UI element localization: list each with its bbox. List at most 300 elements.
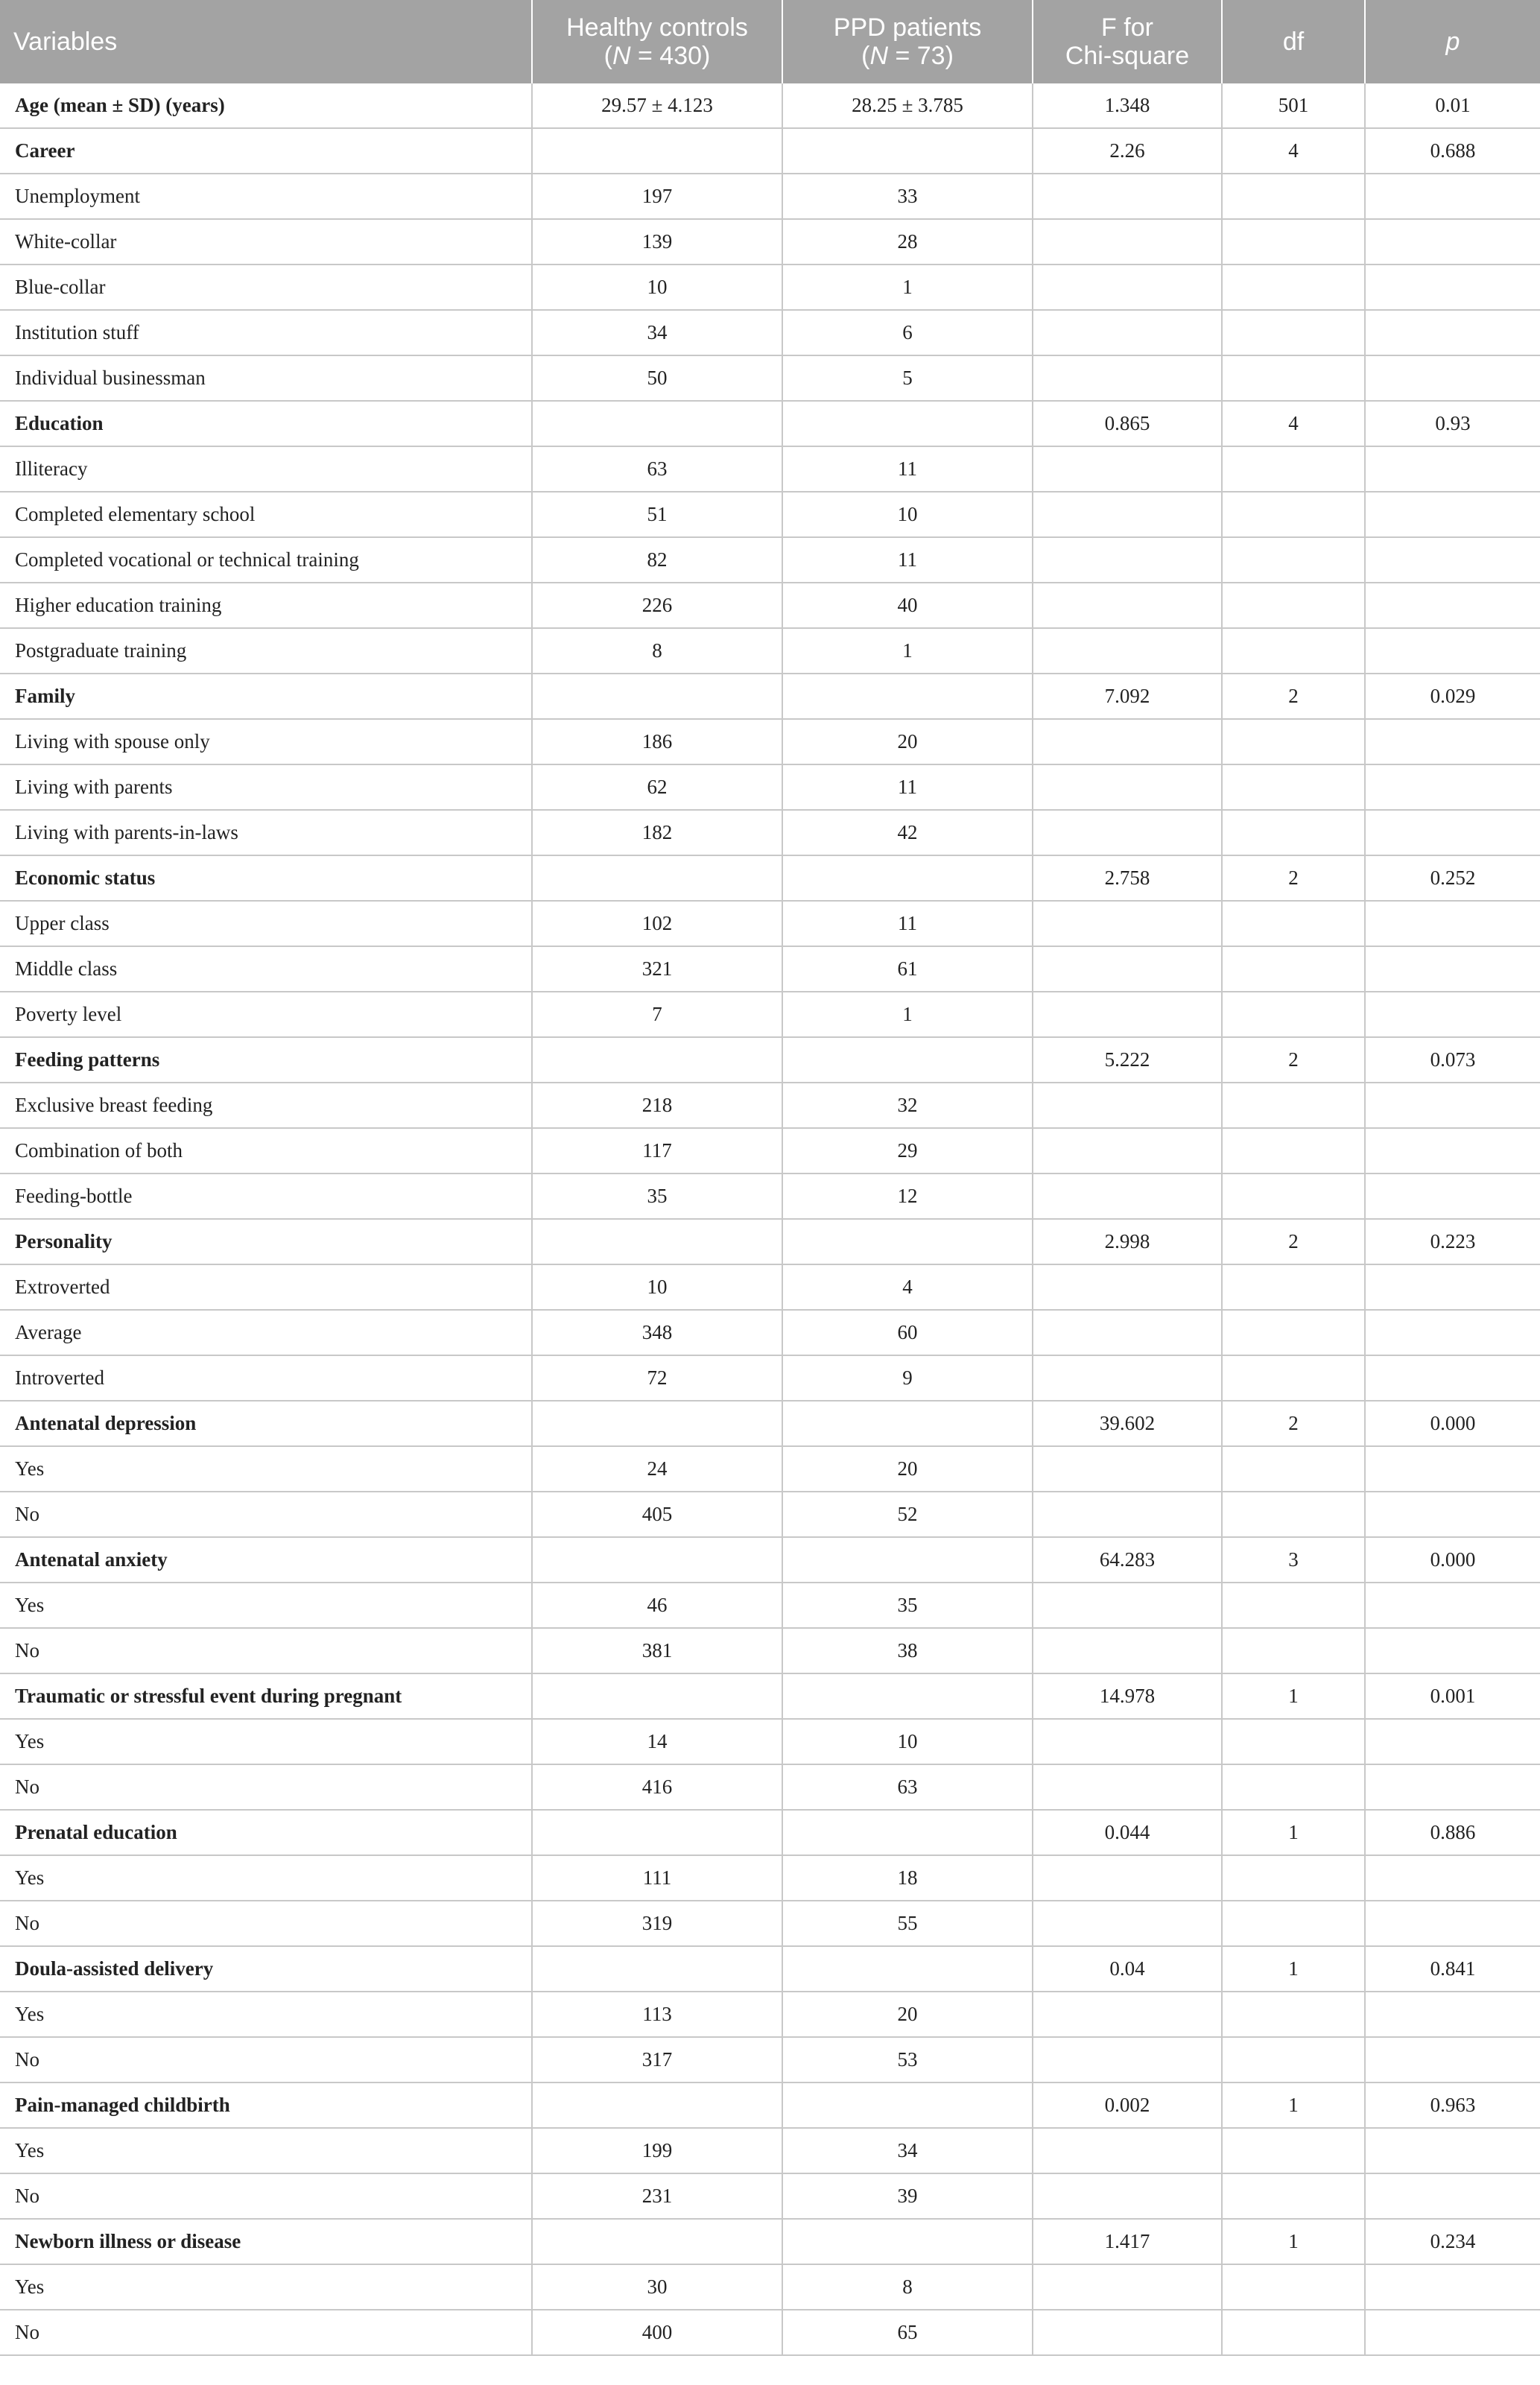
table-row bbox=[0, 446, 1540, 492]
f-chi-square-cell: 2.758 bbox=[1033, 855, 1222, 901]
row-label-cell: Yes bbox=[0, 2128, 532, 2173]
table-row bbox=[0, 2173, 1540, 2219]
ppd-patients-cell bbox=[782, 855, 1033, 901]
row-label-cell: Education bbox=[0, 401, 532, 446]
row-label-cell: Yes bbox=[0, 2264, 532, 2310]
ppd-patients-cell: 65 bbox=[782, 2310, 1033, 2355]
p-value-cell bbox=[1365, 2128, 1540, 2173]
category-row bbox=[0, 83, 1540, 128]
f-chi-square-cell: 64.283 bbox=[1033, 1537, 1222, 1583]
healthy-controls-cell: 10 bbox=[532, 265, 782, 310]
healthy-controls-cell: 400 bbox=[532, 2310, 782, 2355]
healthy-controls-cell bbox=[532, 1810, 782, 1855]
row-label-cell: Living with parents bbox=[0, 764, 532, 810]
healthy-controls-cell bbox=[532, 2082, 782, 2128]
p-value-cell bbox=[1365, 1174, 1540, 1219]
header-ppd-line1: PPD patients bbox=[833, 13, 982, 42]
f-chi-square-cell bbox=[1033, 2264, 1222, 2310]
healthy-controls-cell: 182 bbox=[532, 810, 782, 855]
df-cell bbox=[1222, 537, 1365, 583]
p-value-cell bbox=[1365, 1264, 1540, 1310]
healthy-controls-cell: 62 bbox=[532, 764, 782, 810]
ppd-patients-cell: 5 bbox=[782, 355, 1033, 401]
f-chi-square-cell bbox=[1033, 2128, 1222, 2173]
p-value-cell bbox=[1365, 1628, 1540, 1673]
ppd-patients-cell: 60 bbox=[782, 1310, 1033, 1355]
row-label-cell: Antenatal depression bbox=[0, 1401, 532, 1446]
ppd-patients-cell: 32 bbox=[782, 1083, 1033, 1128]
table-row bbox=[0, 901, 1540, 946]
healthy-controls-cell: 139 bbox=[532, 219, 782, 265]
df-cell: 2 bbox=[1222, 1219, 1365, 1264]
p-value-cell bbox=[1365, 764, 1540, 810]
table-row bbox=[0, 1355, 1540, 1401]
row-label-cell: Career bbox=[0, 128, 532, 174]
table-row bbox=[0, 2037, 1540, 2082]
healthy-controls-cell: 30 bbox=[532, 2264, 782, 2310]
df-cell bbox=[1222, 1901, 1365, 1946]
ppd-patients-cell: 8 bbox=[782, 2264, 1033, 2310]
table-row bbox=[0, 1310, 1540, 1355]
row-label-cell: Living with spouse only bbox=[0, 719, 532, 764]
df-cell bbox=[1222, 355, 1365, 401]
p-value-cell: 0.01 bbox=[1365, 83, 1540, 128]
ppd-patients-cell bbox=[782, 1810, 1033, 1855]
healthy-controls-cell: 317 bbox=[532, 2037, 782, 2082]
healthy-controls-cell: 8 bbox=[532, 628, 782, 674]
f-chi-square-cell bbox=[1033, 1719, 1222, 1764]
healthy-controls-cell: 111 bbox=[532, 1855, 782, 1901]
p-value-cell bbox=[1365, 1492, 1540, 1537]
ppd-patients-cell: 28 bbox=[782, 219, 1033, 265]
ppd-patients-cell bbox=[782, 1673, 1033, 1719]
p-value-cell bbox=[1365, 992, 1540, 1037]
row-label-cell: Family bbox=[0, 674, 532, 719]
p-value-cell: 0.000 bbox=[1365, 1537, 1540, 1583]
p-value-cell bbox=[1365, 174, 1540, 219]
df-cell bbox=[1222, 1628, 1365, 1673]
healthy-controls-cell: 405 bbox=[532, 1492, 782, 1537]
df-cell bbox=[1222, 492, 1365, 537]
p-value-cell bbox=[1365, 2037, 1540, 2082]
p-value-cell bbox=[1365, 901, 1540, 946]
df-cell bbox=[1222, 719, 1365, 764]
df-cell bbox=[1222, 265, 1365, 310]
ppd-patients-cell: 20 bbox=[782, 1446, 1033, 1492]
p-value-cell: 0.029 bbox=[1365, 674, 1540, 719]
table-row bbox=[0, 355, 1540, 401]
healthy-controls-cell: 24 bbox=[532, 1446, 782, 1492]
ppd-patients-cell bbox=[782, 1219, 1033, 1264]
f-chi-square-cell bbox=[1033, 219, 1222, 265]
table-row bbox=[0, 537, 1540, 583]
row-label-cell: Introverted bbox=[0, 1355, 532, 1401]
p-value-cell bbox=[1365, 265, 1540, 310]
df-cell: 2 bbox=[1222, 855, 1365, 901]
ppd-patients-cell bbox=[782, 2082, 1033, 2128]
ppd-patients-cell bbox=[782, 674, 1033, 719]
df-cell bbox=[1222, 901, 1365, 946]
df-cell bbox=[1222, 992, 1365, 1037]
row-label-cell: Poverty level bbox=[0, 992, 532, 1037]
ppd-patients-cell: 53 bbox=[782, 2037, 1033, 2082]
p-value-cell bbox=[1365, 1310, 1540, 1355]
healthy-controls-cell: 14 bbox=[532, 1719, 782, 1764]
ppd-patients-cell bbox=[782, 1037, 1033, 1083]
f-chi-square-cell bbox=[1033, 174, 1222, 219]
table-row bbox=[0, 2310, 1540, 2355]
f-chi-square-cell: 1.348 bbox=[1033, 83, 1222, 128]
p-value-cell: 0.000 bbox=[1365, 1401, 1540, 1446]
f-chi-square-cell bbox=[1033, 719, 1222, 764]
df-cell: 1 bbox=[1222, 2082, 1365, 2128]
row-label-cell: No bbox=[0, 2173, 532, 2219]
ppd-patients-cell: 20 bbox=[782, 1992, 1033, 2037]
ppd-patients-cell bbox=[782, 1537, 1033, 1583]
category-row bbox=[0, 1401, 1540, 1446]
category-row bbox=[0, 1673, 1540, 1719]
healthy-controls-cell bbox=[532, 855, 782, 901]
df-cell: 2 bbox=[1222, 674, 1365, 719]
df-cell bbox=[1222, 1264, 1365, 1310]
header-variables bbox=[0, 0, 532, 83]
category-row bbox=[0, 1810, 1540, 1855]
df-cell bbox=[1222, 628, 1365, 674]
table-row bbox=[0, 1901, 1540, 1946]
ppd-patients-cell: 52 bbox=[782, 1492, 1033, 1537]
f-chi-square-cell bbox=[1033, 992, 1222, 1037]
f-chi-square-cell bbox=[1033, 2310, 1222, 2355]
category-row bbox=[0, 855, 1540, 901]
table-row bbox=[0, 310, 1540, 355]
healthy-controls-cell: 35 bbox=[532, 1174, 782, 1219]
row-label-cell: Antenatal anxiety bbox=[0, 1537, 532, 1583]
p-value-cell bbox=[1365, 583, 1540, 628]
f-chi-square-cell bbox=[1033, 1901, 1222, 1946]
table-row bbox=[0, 265, 1540, 310]
p-value-cell bbox=[1365, 719, 1540, 764]
row-label-cell: Living with parents-in-laws bbox=[0, 810, 532, 855]
f-chi-square-cell bbox=[1033, 1355, 1222, 1401]
df-cell: 501 bbox=[1222, 83, 1365, 128]
p-value-cell: 0.886 bbox=[1365, 1810, 1540, 1855]
ppd-patients-cell: 10 bbox=[782, 492, 1033, 537]
ppd-patients-cell: 12 bbox=[782, 1174, 1033, 1219]
table-row bbox=[0, 174, 1540, 219]
df-cell bbox=[1222, 1583, 1365, 1628]
table-row bbox=[0, 1764, 1540, 1810]
df-cell: 2 bbox=[1222, 1401, 1365, 1446]
f-chi-square-cell: 14.978 bbox=[1033, 1673, 1222, 1719]
header-p-label: p bbox=[1445, 28, 1460, 56]
p-value-cell bbox=[1365, 1855, 1540, 1901]
table-row bbox=[0, 1128, 1540, 1174]
ppd-patients-cell: 28.25 ± 3.785 bbox=[782, 83, 1033, 128]
table-row bbox=[0, 992, 1540, 1037]
healthy-controls-cell: 117 bbox=[532, 1128, 782, 1174]
df-cell bbox=[1222, 764, 1365, 810]
header-f-chi-square bbox=[1033, 0, 1222, 83]
ppd-patients-cell: 11 bbox=[782, 446, 1033, 492]
f-chi-square-cell: 0.04 bbox=[1033, 1946, 1222, 1992]
healthy-controls-cell: 29.57 ± 4.123 bbox=[532, 83, 782, 128]
p-value-cell bbox=[1365, 810, 1540, 855]
row-label-cell: No bbox=[0, 1628, 532, 1673]
table-row bbox=[0, 628, 1540, 674]
row-label-cell: No bbox=[0, 1764, 532, 1810]
table-row bbox=[0, 1583, 1540, 1628]
df-cell bbox=[1222, 1174, 1365, 1219]
f-chi-square-cell bbox=[1033, 764, 1222, 810]
f-chi-square-cell: 2.998 bbox=[1033, 1219, 1222, 1264]
row-label-cell: Doula-assisted delivery bbox=[0, 1946, 532, 1992]
row-label-cell: Completed elementary school bbox=[0, 492, 532, 537]
table-row bbox=[0, 492, 1540, 537]
p-value-cell: 0.234 bbox=[1365, 2219, 1540, 2264]
row-label-cell: Average bbox=[0, 1310, 532, 1355]
f-chi-square-cell bbox=[1033, 492, 1222, 537]
f-chi-square-cell bbox=[1033, 355, 1222, 401]
p-value-cell bbox=[1365, 2264, 1540, 2310]
df-cell: 1 bbox=[1222, 2219, 1365, 2264]
f-chi-square-cell bbox=[1033, 583, 1222, 628]
header-df-label: df bbox=[1282, 28, 1305, 56]
df-cell bbox=[1222, 1355, 1365, 1401]
healthy-controls-cell: 34 bbox=[532, 310, 782, 355]
p-value-cell bbox=[1365, 1992, 1540, 2037]
row-label-cell: Yes bbox=[0, 1719, 532, 1764]
p-value-cell bbox=[1365, 946, 1540, 992]
f-chi-square-cell: 39.602 bbox=[1033, 1401, 1222, 1446]
df-cell bbox=[1222, 2037, 1365, 2082]
healthy-controls-cell: 50 bbox=[532, 355, 782, 401]
row-label-cell: Yes bbox=[0, 1855, 532, 1901]
healthy-controls-cell bbox=[532, 1219, 782, 1264]
f-chi-square-cell bbox=[1033, 1628, 1222, 1673]
f-chi-square-cell bbox=[1033, 1855, 1222, 1901]
healthy-controls-cell: 7 bbox=[532, 992, 782, 1037]
ppd-patients-cell: 35 bbox=[782, 1583, 1033, 1628]
p-value-cell: 0.223 bbox=[1365, 1219, 1540, 1264]
f-chi-square-cell bbox=[1033, 1174, 1222, 1219]
f-chi-square-cell: 1.417 bbox=[1033, 2219, 1222, 2264]
p-value-cell bbox=[1365, 1583, 1540, 1628]
row-label-cell: Feeding patterns bbox=[0, 1037, 532, 1083]
f-chi-square-cell bbox=[1033, 446, 1222, 492]
ppd-patients-cell bbox=[782, 1401, 1033, 1446]
df-cell bbox=[1222, 1083, 1365, 1128]
healthy-controls-cell: 416 bbox=[532, 1764, 782, 1810]
table-header bbox=[0, 0, 1540, 83]
p-value-cell bbox=[1365, 446, 1540, 492]
header-ppd-line2: (N = 73) bbox=[861, 42, 954, 70]
f-chi-square-cell: 7.092 bbox=[1033, 674, 1222, 719]
p-value-cell: 0.841 bbox=[1365, 1946, 1540, 1992]
f-chi-square-cell bbox=[1033, 1583, 1222, 1628]
healthy-controls-cell bbox=[532, 401, 782, 446]
p-value-cell bbox=[1365, 537, 1540, 583]
p-value-cell: 0.073 bbox=[1365, 1037, 1540, 1083]
f-chi-square-cell bbox=[1033, 1264, 1222, 1310]
p-value-cell bbox=[1365, 1764, 1540, 1810]
f-chi-square-cell bbox=[1033, 1992, 1222, 2037]
p-value-cell bbox=[1365, 1719, 1540, 1764]
ppd-patients-cell: 61 bbox=[782, 946, 1033, 992]
row-label-cell: No bbox=[0, 1492, 532, 1537]
row-label-cell: Unemployment bbox=[0, 174, 532, 219]
row-label-cell: Newborn illness or disease bbox=[0, 2219, 532, 2264]
f-chi-square-cell bbox=[1033, 2173, 1222, 2219]
category-row bbox=[0, 401, 1540, 446]
row-label-cell: Traumatic or stressful event during pregnant bbox=[0, 1673, 532, 1719]
row-label-cell: Yes bbox=[0, 1583, 532, 1628]
f-chi-square-cell: 0.865 bbox=[1033, 401, 1222, 446]
table-row bbox=[0, 219, 1540, 265]
healthy-controls-cell: 63 bbox=[532, 446, 782, 492]
category-row bbox=[0, 1537, 1540, 1583]
header-p bbox=[1365, 0, 1540, 83]
healthy-controls-cell bbox=[532, 128, 782, 174]
f-chi-square-cell bbox=[1033, 810, 1222, 855]
ppd-patients-cell: 11 bbox=[782, 537, 1033, 583]
healthy-controls-cell: 381 bbox=[532, 1628, 782, 1673]
ppd-patients-cell: 34 bbox=[782, 2128, 1033, 2173]
table-row bbox=[0, 2128, 1540, 2173]
ppd-patients-cell: 18 bbox=[782, 1855, 1033, 1901]
f-chi-square-cell bbox=[1033, 1310, 1222, 1355]
p-value-cell: 0.252 bbox=[1365, 855, 1540, 901]
healthy-controls-cell: 102 bbox=[532, 901, 782, 946]
ppd-patients-cell: 55 bbox=[782, 1901, 1033, 1946]
df-cell bbox=[1222, 2173, 1365, 2219]
ppd-patients-cell: 4 bbox=[782, 1264, 1033, 1310]
p-value-cell bbox=[1365, 1128, 1540, 1174]
category-row bbox=[0, 1946, 1540, 1992]
table-row bbox=[0, 1719, 1540, 1764]
table-row bbox=[0, 1992, 1540, 2037]
row-label-cell: Prenatal education bbox=[0, 1810, 532, 1855]
p-value-cell: 0.001 bbox=[1365, 1673, 1540, 1719]
category-row bbox=[0, 1037, 1540, 1083]
category-row bbox=[0, 2219, 1540, 2264]
table-row bbox=[0, 1492, 1540, 1537]
ppd-patients-cell: 63 bbox=[782, 1764, 1033, 1810]
df-cell: 4 bbox=[1222, 128, 1365, 174]
df-cell bbox=[1222, 1128, 1365, 1174]
healthy-controls-cell bbox=[532, 1537, 782, 1583]
ppd-patients-cell bbox=[782, 401, 1033, 446]
table-row bbox=[0, 719, 1540, 764]
row-label-cell: Personality bbox=[0, 1219, 532, 1264]
row-label-cell: Postgraduate training bbox=[0, 628, 532, 674]
healthy-controls-cell bbox=[532, 1401, 782, 1446]
df-cell: 1 bbox=[1222, 1673, 1365, 1719]
ppd-patients-cell bbox=[782, 1946, 1033, 1992]
df-cell bbox=[1222, 2310, 1365, 2355]
healthy-controls-cell bbox=[532, 1037, 782, 1083]
f-chi-square-cell bbox=[1033, 2037, 1222, 2082]
row-label-cell: Extroverted bbox=[0, 1264, 532, 1310]
table-row bbox=[0, 1446, 1540, 1492]
row-label-cell: Blue-collar bbox=[0, 265, 532, 310]
row-label-cell: Upper class bbox=[0, 901, 532, 946]
category-row bbox=[0, 2082, 1540, 2128]
df-cell bbox=[1222, 446, 1365, 492]
f-chi-square-cell bbox=[1033, 628, 1222, 674]
df-cell bbox=[1222, 1719, 1365, 1764]
header-f-line1: F for bbox=[1101, 13, 1153, 42]
healthy-controls-cell: 10 bbox=[532, 1264, 782, 1310]
p-value-cell bbox=[1365, 310, 1540, 355]
df-cell bbox=[1222, 1992, 1365, 2037]
header-healthy-line1: Healthy controls bbox=[566, 13, 748, 42]
df-cell: 4 bbox=[1222, 401, 1365, 446]
f-chi-square-cell: 0.044 bbox=[1033, 1810, 1222, 1855]
ppd-patients-cell: 1 bbox=[782, 628, 1033, 674]
f-chi-square-cell bbox=[1033, 265, 1222, 310]
ppd-patients-cell: 29 bbox=[782, 1128, 1033, 1174]
table-row bbox=[0, 764, 1540, 810]
row-label-cell: No bbox=[0, 2310, 532, 2355]
table-row bbox=[0, 1628, 1540, 1673]
df-cell bbox=[1222, 1764, 1365, 1810]
row-label-cell: Individual businessman bbox=[0, 355, 532, 401]
ppd-patients-cell: 1 bbox=[782, 992, 1033, 1037]
healthy-controls-cell: 51 bbox=[532, 492, 782, 537]
table-row bbox=[0, 1855, 1540, 1901]
df-cell bbox=[1222, 583, 1365, 628]
df-cell bbox=[1222, 1492, 1365, 1537]
healthy-controls-cell: 348 bbox=[532, 1310, 782, 1355]
header-healthy-controls bbox=[532, 0, 782, 83]
healthy-controls-cell: 46 bbox=[532, 1583, 782, 1628]
table-body bbox=[0, 83, 1540, 2355]
ppd-patients-cell: 9 bbox=[782, 1355, 1033, 1401]
ppd-patients-cell: 10 bbox=[782, 1719, 1033, 1764]
table-row bbox=[0, 1264, 1540, 1310]
p-value-cell bbox=[1365, 628, 1540, 674]
table-row bbox=[0, 2264, 1540, 2310]
healthy-controls-cell bbox=[532, 2219, 782, 2264]
ppd-patients-cell: 38 bbox=[782, 1628, 1033, 1673]
f-chi-square-cell bbox=[1033, 537, 1222, 583]
df-cell bbox=[1222, 1446, 1365, 1492]
f-chi-square-cell bbox=[1033, 946, 1222, 992]
row-label-cell: Middle class bbox=[0, 946, 532, 992]
p-value-cell bbox=[1365, 1083, 1540, 1128]
f-chi-square-cell: 2.26 bbox=[1033, 128, 1222, 174]
f-chi-square-cell: 0.002 bbox=[1033, 2082, 1222, 2128]
df-cell bbox=[1222, 310, 1365, 355]
df-cell bbox=[1222, 219, 1365, 265]
row-label-cell: Higher education training bbox=[0, 583, 532, 628]
p-value-cell bbox=[1365, 1355, 1540, 1401]
ppd-patients-cell bbox=[782, 2219, 1033, 2264]
row-label-cell: No bbox=[0, 1901, 532, 1946]
row-label-cell: Age (mean ± SD) (years) bbox=[0, 83, 532, 128]
row-label-cell: Feeding-bottle bbox=[0, 1174, 532, 1219]
df-cell: 1 bbox=[1222, 1810, 1365, 1855]
header-ppd-patients bbox=[782, 0, 1033, 83]
f-chi-square-cell bbox=[1033, 1128, 1222, 1174]
df-cell bbox=[1222, 2264, 1365, 2310]
healthy-controls-cell: 82 bbox=[532, 537, 782, 583]
row-label-cell: Completed vocational or technical training bbox=[0, 537, 532, 583]
healthy-controls-cell: 321 bbox=[532, 946, 782, 992]
header-df bbox=[1222, 0, 1365, 83]
row-label-cell: Institution stuff bbox=[0, 310, 532, 355]
row-label-cell: No bbox=[0, 2037, 532, 2082]
